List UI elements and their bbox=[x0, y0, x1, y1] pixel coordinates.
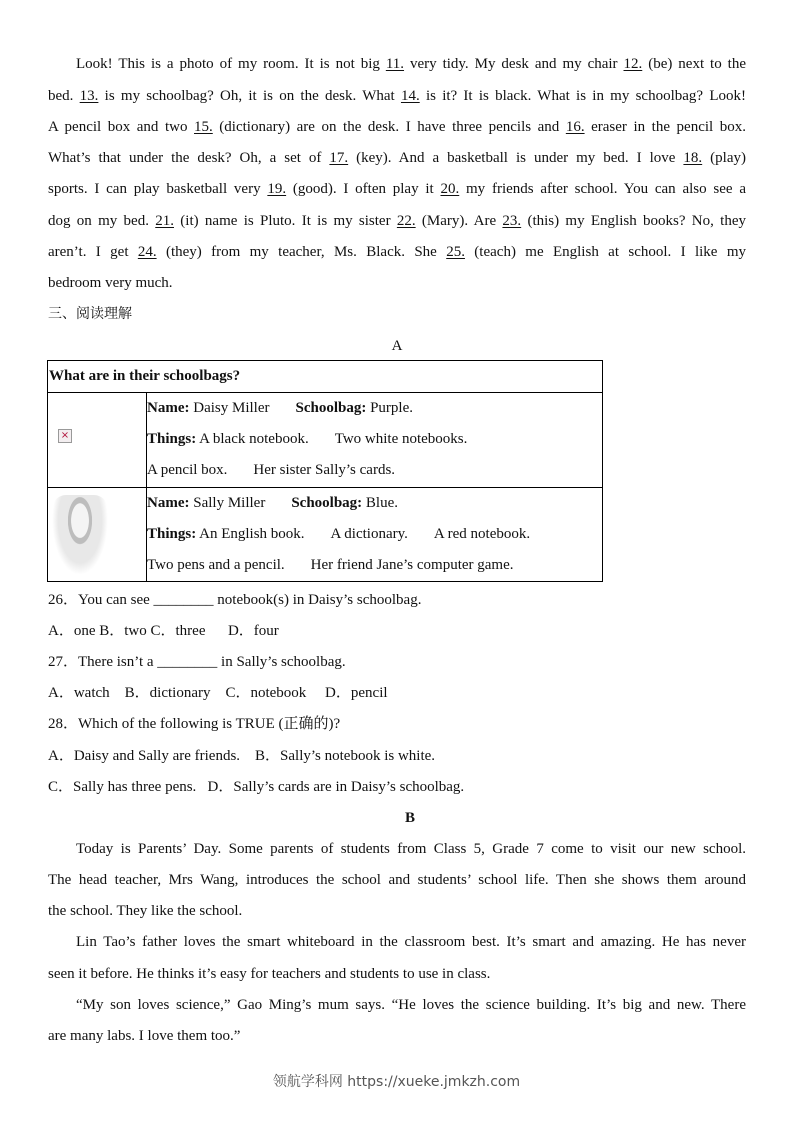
passage-line: bedroom very much. bbox=[48, 275, 173, 291]
broken-image-icon: × bbox=[58, 429, 72, 443]
watermark-footer: 领航学科网 https://xueke.jmkzh.com bbox=[272, 1074, 521, 1090]
section-heading: 三、阅读理解 bbox=[48, 306, 132, 322]
schoolbags-table bbox=[47, 360, 603, 582]
blank-24: 24. bbox=[137, 244, 157, 260]
blank-11: 11. bbox=[385, 56, 405, 72]
blank-19: 19. bbox=[267, 181, 287, 197]
blank-21: 21. bbox=[155, 213, 174, 229]
passage-line: The head teacher, Mrs Wang, introduces the school and students’ school life. Then she shows them around bbox=[48, 872, 746, 888]
passage-line: A pencil box and two 15. (dictionary) are on the desk. I have three pencils and 16. eraser in the pencil box. bbox=[48, 119, 746, 135]
blank-18: 18. bbox=[683, 150, 703, 166]
passage-line: sports. I can play basketball very 19. (good). I often play it 20. my friends after school. You can also see a bbox=[48, 181, 746, 197]
blank-23: 23. bbox=[502, 213, 522, 229]
passage-line: the school. They like the school. bbox=[48, 903, 243, 919]
passage-line: Look! This is a photo of my room. It is not big 11. very tidy. My desk and my chair 12. (be) next to the bbox=[76, 56, 746, 72]
blank-22: 22. bbox=[396, 213, 416, 229]
passage-line: Lin Tao’s father loves the smart whiteboard in the classroom best. It’s smart and amazing. He has never bbox=[76, 934, 746, 950]
passage-line: “My son loves science,” Gao Ming’s mum says. “He loves the science building. It’s big and new. There bbox=[76, 997, 746, 1013]
question-28-options-1: A．Daisy and Sally are friends. B．Sally’s notebook is white. bbox=[48, 748, 436, 764]
blank-20: 20. bbox=[440, 181, 460, 197]
blank-15: 15. bbox=[194, 119, 213, 135]
blank-14: 14. bbox=[400, 88, 420, 104]
passage-line: Today is Parents’ Day. Some parents of students from Class 5, Grade 7 come to visit our new school. bbox=[76, 841, 746, 857]
passage-line: bed. 13. is my schoolbag? Oh, it is on the desk. What 14. is it? It is black. What is in my schoolbag? Look! bbox=[48, 88, 746, 104]
passage-line: What’s that under the desk? Oh, a set of 17. (key). And a basketball is under my bed. I love 18. (play) bbox=[48, 150, 746, 166]
blank-13: 13. bbox=[79, 88, 99, 104]
table-row: × Name: Daisy Miller Schoolbag: Purple. Things: A black notebook. Two white notebooks. A pencil box. Her sister Sally’s cards. bbox=[48, 393, 603, 488]
question-27: 27．There isn’t a ________ in Sally’s schoolbag. bbox=[48, 654, 346, 670]
table-row: Name: Sally Miller Schoolbag: Blue. Things: An English book. A dictionary. A red notebook. Two pens and a pencil. Her friend Jane’s computer game. bbox=[48, 488, 603, 582]
question-28-options-2: C．Sally has three pens. D．Sally’s cards are in Daisy’s schoolbag. bbox=[48, 779, 465, 795]
question-27-options: A．watch B．dictionary C．notebook D．pencil bbox=[48, 685, 388, 701]
passage-line: are many labs. I love them too.” bbox=[48, 1028, 241, 1044]
passage-line: dog on my bed. 21. (it) name is Pluto. It is my sister 22. (Mary). Are 23. (this) my English books? No, they bbox=[48, 213, 746, 229]
blank-25: 25. bbox=[446, 244, 465, 260]
blank-17: 17. bbox=[329, 150, 349, 166]
blank-16: 16. bbox=[565, 119, 585, 135]
question-26: 26．You can see ________ notebook(s) in Daisy’s schoolbag. bbox=[48, 592, 422, 608]
part-b-label: B bbox=[404, 810, 415, 826]
question-28: 28．Which of the following is TRUE (正确的)? bbox=[48, 716, 341, 732]
part-a-label: A bbox=[391, 338, 403, 354]
passage-line: aren’t. I get 24. (they) from my teacher, Ms. Black. She 25. (teach) me English at school. I like my bbox=[48, 244, 746, 260]
girl-photo bbox=[52, 495, 108, 575]
table-header: What are in their schoolbags? bbox=[48, 361, 603, 393]
passage-line: seen it before. He thinks it’s easy for teachers and students to use in class. bbox=[48, 966, 491, 982]
question-26-options: A．one B．two C．three D．four bbox=[48, 623, 279, 639]
blank-12: 12. bbox=[623, 56, 643, 72]
